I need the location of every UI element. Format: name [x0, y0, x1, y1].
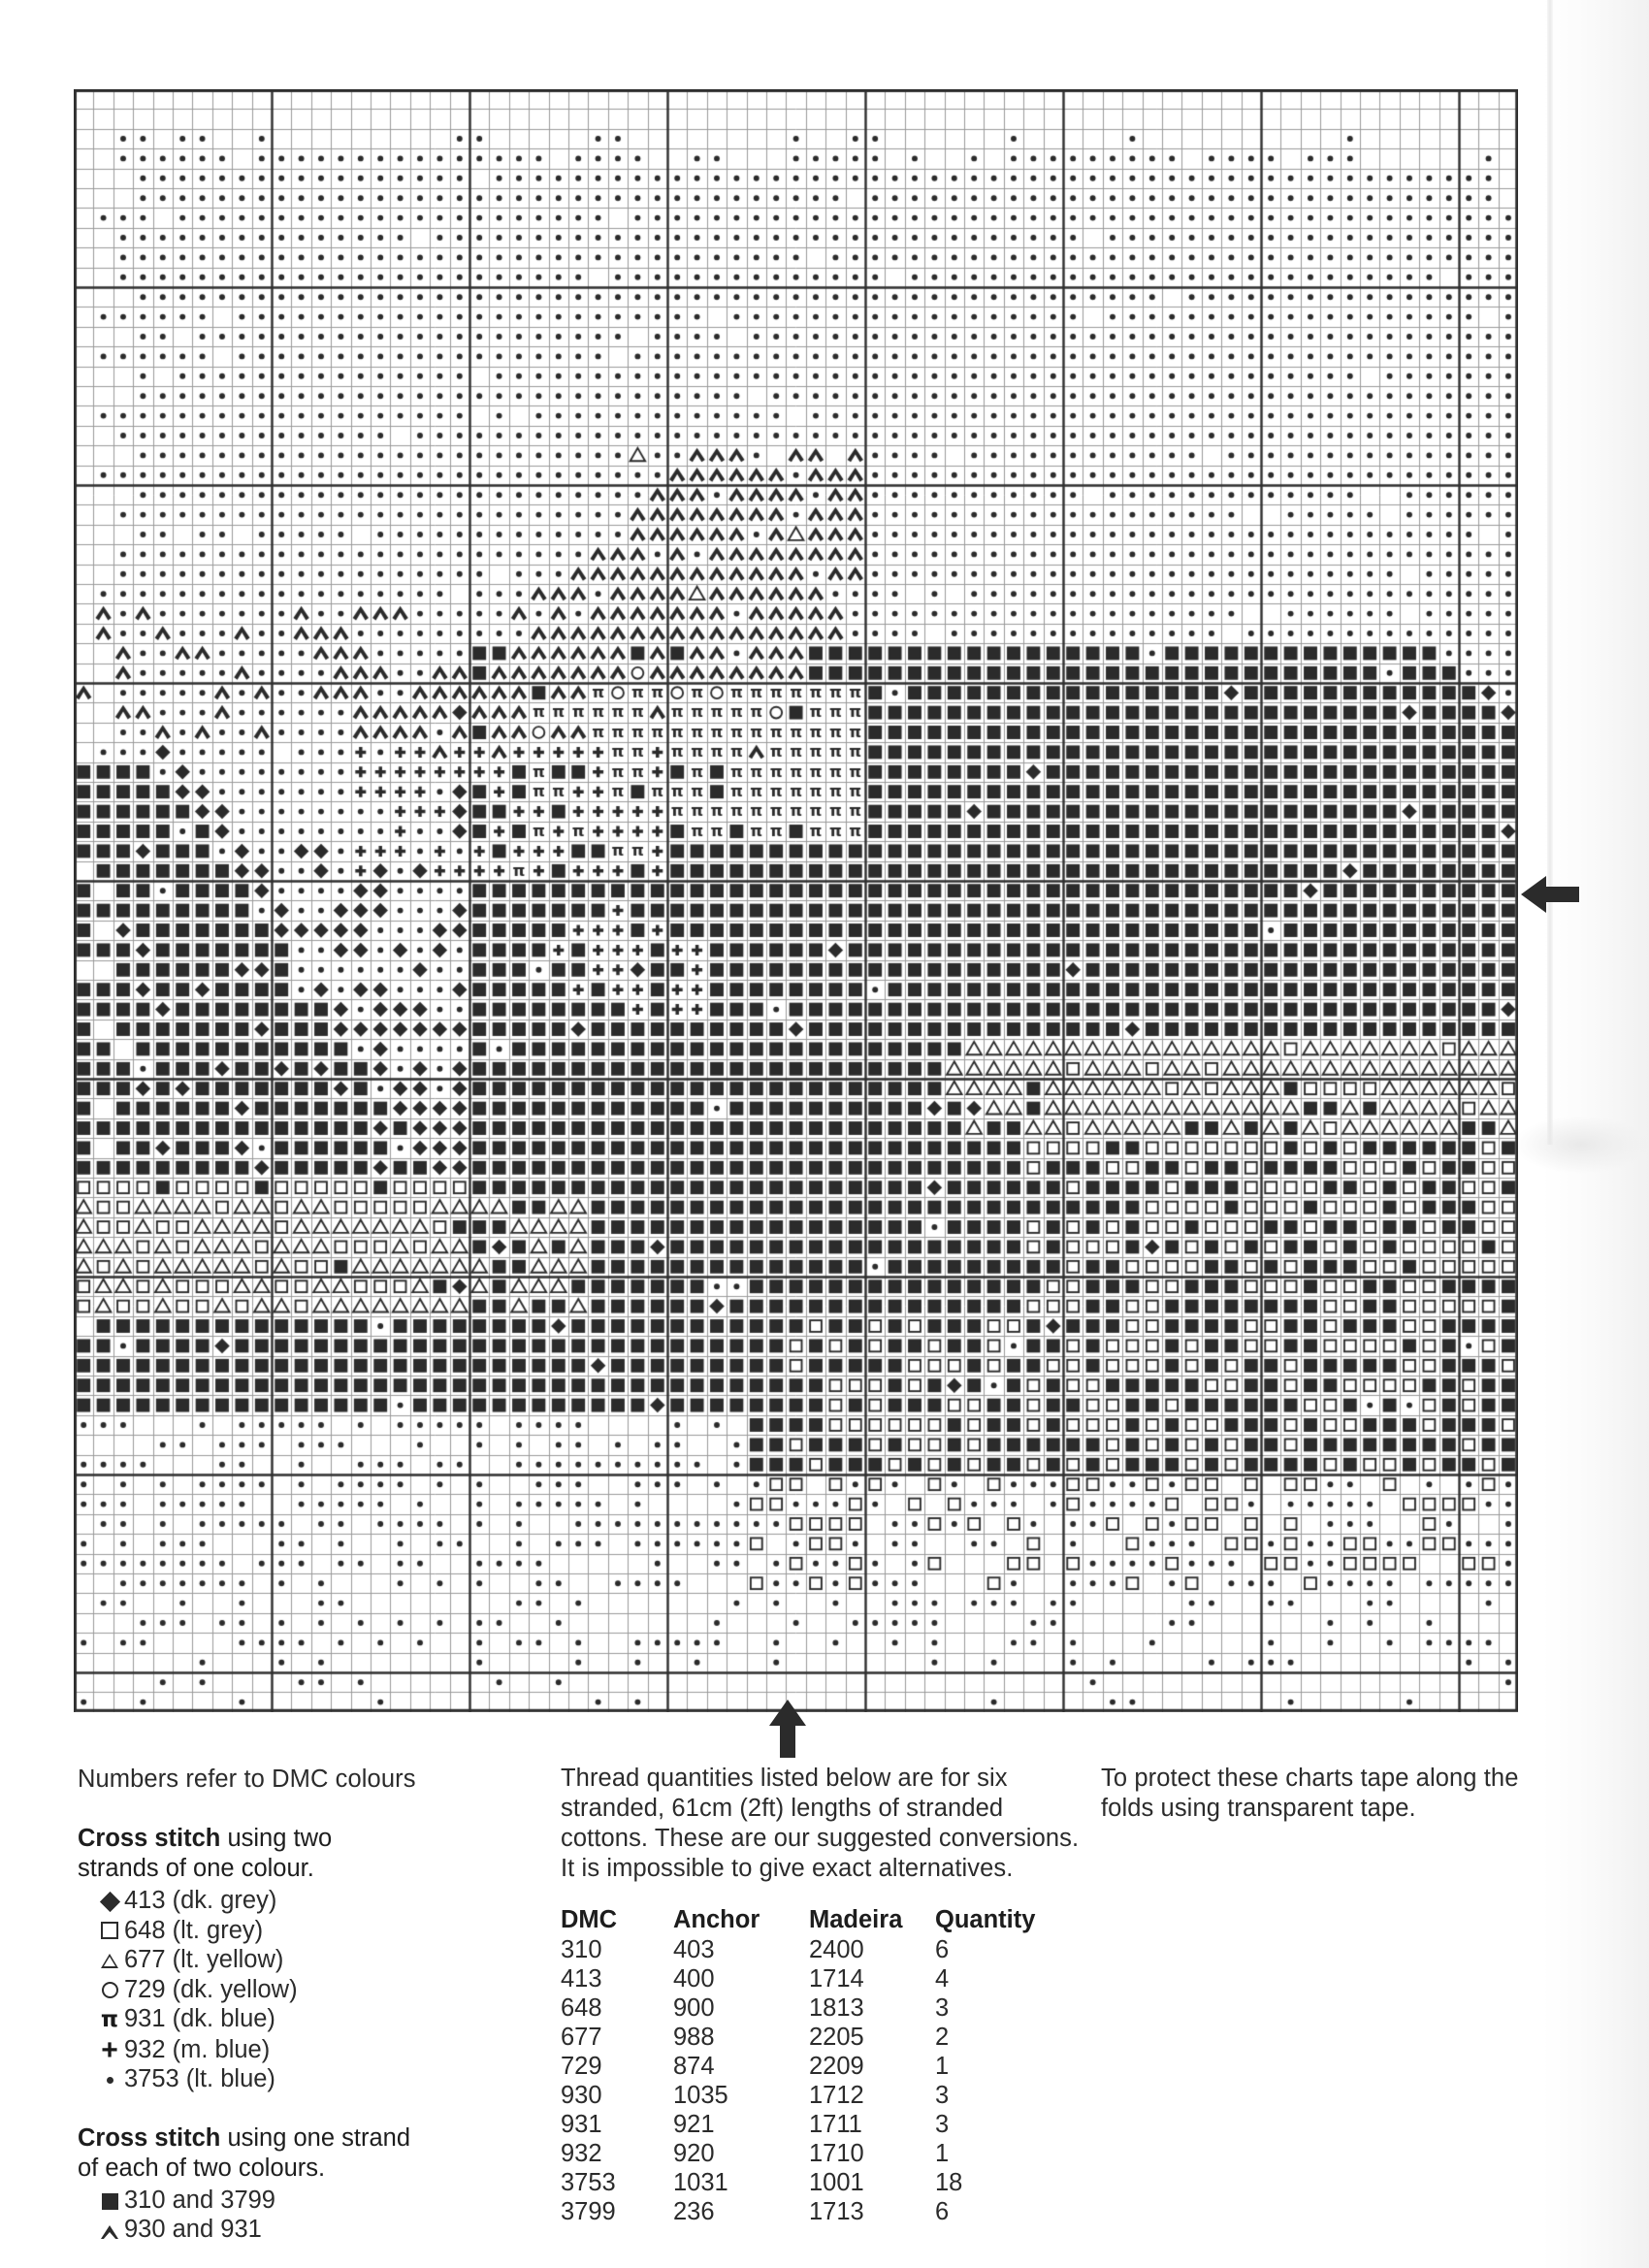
table-cell: 1712 — [809, 2082, 864, 2109]
table-header-row — [561, 1905, 1051, 1935]
table-cell: 1710 — [809, 2140, 864, 2167]
legend-key-symbol — [95, 1886, 124, 1916]
diamond-icon — [99, 1892, 119, 1912]
table-cell: 1 — [935, 2140, 950, 2167]
table-row — [561, 2197, 1051, 2226]
legend-key-label: 930 and 931 — [124, 2216, 262, 2243]
column-header-anchor: Anchor — [673, 1906, 760, 1933]
one-strand-heading-rest: using one strand — [220, 2123, 411, 2152]
one-strand-heading-bold: Cross stitch — [78, 2123, 221, 2152]
legend-key-label: 310 and 3799 — [124, 2186, 275, 2214]
one-strand-heading-line2: of each of two colours. — [78, 2154, 326, 2182]
legend-key-symbol — [95, 2064, 124, 2094]
table-cell: 988 — [673, 2024, 715, 2051]
cross-stitch-chart — [74, 89, 1518, 1712]
legend-key-931 — [95, 2004, 543, 2034]
table-row — [561, 2081, 1051, 2110]
table-cell: 18 — [935, 2169, 963, 2196]
one-strand-heading — [78, 2123, 543, 2184]
circle-icon — [102, 1982, 118, 1998]
scan-fold-line — [1547, 0, 1553, 1145]
legend-key-symbol — [95, 1975, 124, 2005]
table-cell: 3799 — [561, 2198, 616, 2225]
table-cell: 6 — [935, 2198, 950, 2225]
one-strand-key-list — [95, 2186, 543, 2245]
thread-quantity-note: Thread quantities listed below are for six stranded, 61cm (2ft) lengths of stranded cottons. These are our suggested conversions. It is impossible to give exact alternatives. — [561, 1765, 1080, 1882]
legend-key-930-and-931 — [95, 2215, 543, 2245]
two-strand-heading-bold: Cross stitch — [78, 1825, 221, 1852]
legend-key-648 — [95, 1916, 543, 1946]
table-cell: 236 — [673, 2198, 715, 2225]
table-cell: 400 — [673, 1965, 715, 1993]
table-cell: 900 — [673, 1994, 715, 2022]
table-cell: 1 — [935, 2053, 950, 2080]
table-cell: 2 — [935, 2024, 950, 2051]
thread-conversion-table — [561, 1905, 1051, 2226]
pi-icon: π — [100, 2007, 119, 2032]
table-cell: 2209 — [809, 2053, 864, 2080]
triangle-icon — [101, 1954, 118, 1968]
table-cell: 1713 — [809, 2198, 864, 2225]
caret-icon — [101, 2225, 118, 2239]
table-cell: 1001 — [809, 2169, 864, 2196]
tape-note: To protect these charts tape along the folds using transparent tape. — [1101, 1765, 1519, 1822]
table-cell: 729 — [561, 2053, 602, 2080]
open-square-icon — [101, 1922, 118, 1939]
two-strand-heading-rest: using two — [220, 1825, 333, 1852]
legend-key-label: 413 (dk. grey) — [124, 1887, 277, 1914]
table-cell: 413 — [561, 1965, 602, 1993]
chart-grid-canvas — [74, 89, 1518, 1712]
legend-key-677 — [95, 1945, 543, 1975]
legend-column-right — [1101, 1764, 1557, 1845]
table-row — [561, 1993, 1051, 2023]
legend-key-label: 729 (dk. yellow) — [124, 1975, 298, 2003]
table-cell: 648 — [561, 1994, 602, 2022]
table-cell: 403 — [673, 1936, 715, 1963]
legend-area — [0, 1746, 1649, 2268]
table-cell: 4 — [935, 1965, 950, 1993]
table-cell: 1711 — [809, 2111, 862, 2138]
legend-column-left — [78, 1764, 543, 2245]
table-cell: 3 — [935, 2111, 950, 2138]
legend-key-3753 — [95, 2064, 543, 2094]
legend-key-symbol — [95, 2004, 124, 2034]
legend-key-label: 677 (lt. yellow) — [124, 1946, 284, 1973]
legend-key-label: 931 (dk. blue) — [124, 2005, 275, 2032]
legend-column-middle — [561, 1764, 1084, 2226]
table-cell: 874 — [673, 2053, 715, 2080]
table-cell: 1813 — [809, 1994, 864, 2022]
table-row — [561, 1964, 1051, 1993]
table-cell: 1714 — [809, 1965, 864, 1993]
table-row — [561, 2052, 1051, 2081]
table-cell: 677 — [561, 2024, 602, 2051]
two-strand-heading — [78, 1824, 543, 1884]
table-cell: 310 — [561, 1936, 602, 1963]
right-edge-centre-marker-icon — [1521, 871, 1581, 918]
table-row — [561, 2023, 1051, 2052]
column-header-madeira: Madeira — [809, 1906, 903, 1933]
column-header-quantity: Quantity — [935, 1906, 1036, 1933]
plus-icon: + — [101, 2033, 118, 2066]
filled-square-icon — [102, 2193, 118, 2210]
legend-key-symbol — [95, 2186, 124, 2216]
table-cell: 930 — [561, 2082, 602, 2109]
legend-key-symbol — [95, 1945, 124, 1975]
scan-smudge — [1513, 1116, 1649, 1174]
legend-key-label: 648 (lt. grey) — [124, 1916, 264, 1944]
table-cell: 920 — [673, 2140, 715, 2167]
legend-key-729 — [95, 1975, 543, 2005]
table-cell: 3753 — [561, 2169, 616, 2196]
dot-icon — [107, 2077, 113, 2084]
legend-key-label: 932 (m. blue) — [124, 2035, 271, 2063]
table-cell: 1035 — [673, 2082, 728, 2109]
column-header-dmc: DMC — [561, 1906, 618, 1933]
legend-key-label: 3753 (lt. blue) — [124, 2065, 275, 2092]
two-strand-key-list — [95, 1886, 543, 2094]
legend-key-413 — [95, 1886, 543, 1916]
table-cell: 2400 — [809, 1936, 864, 1963]
legend-key-symbol — [95, 2215, 124, 2245]
table-cell: 921 — [673, 2111, 715, 2138]
table-cell: 3 — [935, 2082, 950, 2109]
legend-key-310-and-3799 — [95, 2186, 543, 2216]
table-cell: 1031 — [673, 2169, 728, 2196]
table-cell: 931 — [561, 2111, 602, 2138]
table-cell: 3 — [935, 1994, 950, 2022]
table-cell: 6 — [935, 1936, 950, 1963]
legend-key-symbol — [95, 2034, 124, 2065]
table-row — [561, 2168, 1051, 2197]
table-row — [561, 1935, 1051, 1964]
legend-key-symbol — [95, 1916, 124, 1946]
table-row — [561, 2110, 1051, 2139]
legend-key-932 — [95, 2034, 543, 2065]
dmc-note: Numbers refer to DMC colours — [78, 1766, 416, 1793]
table-row — [561, 2139, 1051, 2168]
table-cell: 2205 — [809, 2024, 864, 2051]
two-strand-heading-line2: strands of one colour. — [78, 1855, 314, 1882]
table-cell: 932 — [561, 2140, 602, 2167]
